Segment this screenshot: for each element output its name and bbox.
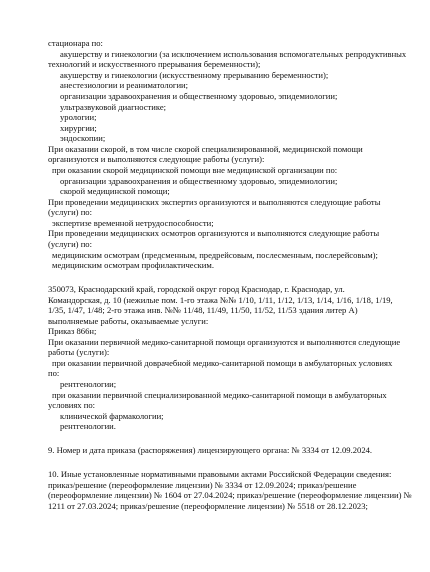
- text-line: работы (услуги):: [48, 347, 110, 357]
- text-line: организации здравоохранения и общественному здоровью, эпидемиологии;: [60, 176, 338, 186]
- text-line: выполняемые работы, оказываемые услуги:: [48, 316, 209, 326]
- text-line: При оказании первичной медико-санитарной помощи организуются и выполняются следующие: [48, 337, 401, 347]
- text-line: по:: [48, 368, 60, 378]
- text-line: ультразвуковой диагностике;: [60, 102, 167, 112]
- text-line: (переоформление лицензии) № 1604 от 27.04.2024; приказ/решение (переоформление лицензии) №: [48, 490, 412, 500]
- text-line: условиях по:: [48, 400, 96, 410]
- text-line: акушерству и гинекологии (искусственному прерыванию беременности);: [60, 70, 329, 80]
- text-line: приказ/решение (переоформление лицензии) № 3334 от 12.09.2024; приказ/решение: [48, 480, 357, 490]
- text-line: медицинским осмотрам (предсменным, предрейсовым, послесменным, послерейсовым);: [52, 250, 378, 260]
- text-line: рентгенологии.: [60, 421, 116, 431]
- text-line: при оказании первичной специализированной медико-санитарной помощи в амбулаторных: [52, 390, 387, 400]
- text-line: медицинским осмотрам профилактическим.: [52, 260, 214, 270]
- text-line: (услуги) по:: [48, 207, 92, 217]
- text-line: экспертизе временной нетрудоспособности;: [52, 218, 214, 228]
- text-line: При оказании скорой, в том числе скорой специализированной, медицинской помощи: [48, 144, 363, 154]
- text-line: 1/35, 1/47, 1/48; 2-го этажа инв. №№ 11/48, 11/49, 11/50, 11/52, 11/53 здания литер А): [48, 305, 358, 315]
- text-line: При проведении медицинских экспертиз организуются и выполняются следующие работы: [48, 197, 381, 207]
- text-line: при оказании первичной доврачебной медико-санитарной помощи в амбулаторных условиях: [52, 358, 393, 368]
- text-line: организации здравоохранения и общественному здоровью, эпидемиологии;: [60, 91, 338, 101]
- text-line: эндоскопии;: [60, 133, 106, 143]
- text-line: (услуги) по:: [48, 239, 92, 249]
- text-line: клинической фармакологии;: [60, 411, 164, 421]
- text-line: акушерству и гинекологии (за исключением использования вспомогательных репродуктивных: [60, 49, 407, 59]
- text-line: Приказ 866н;: [48, 326, 97, 336]
- text-line: 1211 от 27.03.2024; приказ/решение (переоформление лицензии) № 5518 от 28.12.2023;: [48, 501, 368, 511]
- text-line: хирургии;: [60, 123, 97, 133]
- text-line: 10. Иные установленные нормативными правовыми актами Российской Федерации сведения:: [48, 469, 392, 479]
- text-line: скорой медицинской помощи;: [60, 186, 170, 196]
- text-line: урологии;: [60, 112, 97, 122]
- text-line: 9. Номер и дата приказа (распоряжения) лицензирующего органа: № 3334 от 12.09.2024.: [48, 445, 373, 455]
- text-line: рентгенологии;: [60, 379, 117, 389]
- text-line: 350073, Краснодарский край, городской округ город Краснодар, г. Краснодар, ул.: [48, 284, 345, 294]
- text-line: стационара по:: [48, 38, 103, 48]
- text-line: При проведении медицинских осмотров организуются и выполняются следующие работы: [48, 228, 380, 238]
- text-line: Командорская, д. 10 (нежилые пом. 1-го этажа №№ 1/10, 1/11, 1/12, 1/13, 1/14, 1/16, 1/18, 1/19,: [48, 295, 393, 305]
- text-line: анестезиологии и реаниматологии;: [60, 80, 189, 90]
- text-line: организуются и выполняются следующие работы (услуги):: [48, 154, 265, 164]
- text-line: при оказании скорой медицинской помощи вне медицинской организации по:: [52, 165, 338, 175]
- text-line: технологий и искусственного прерывания беременности);: [48, 59, 261, 69]
